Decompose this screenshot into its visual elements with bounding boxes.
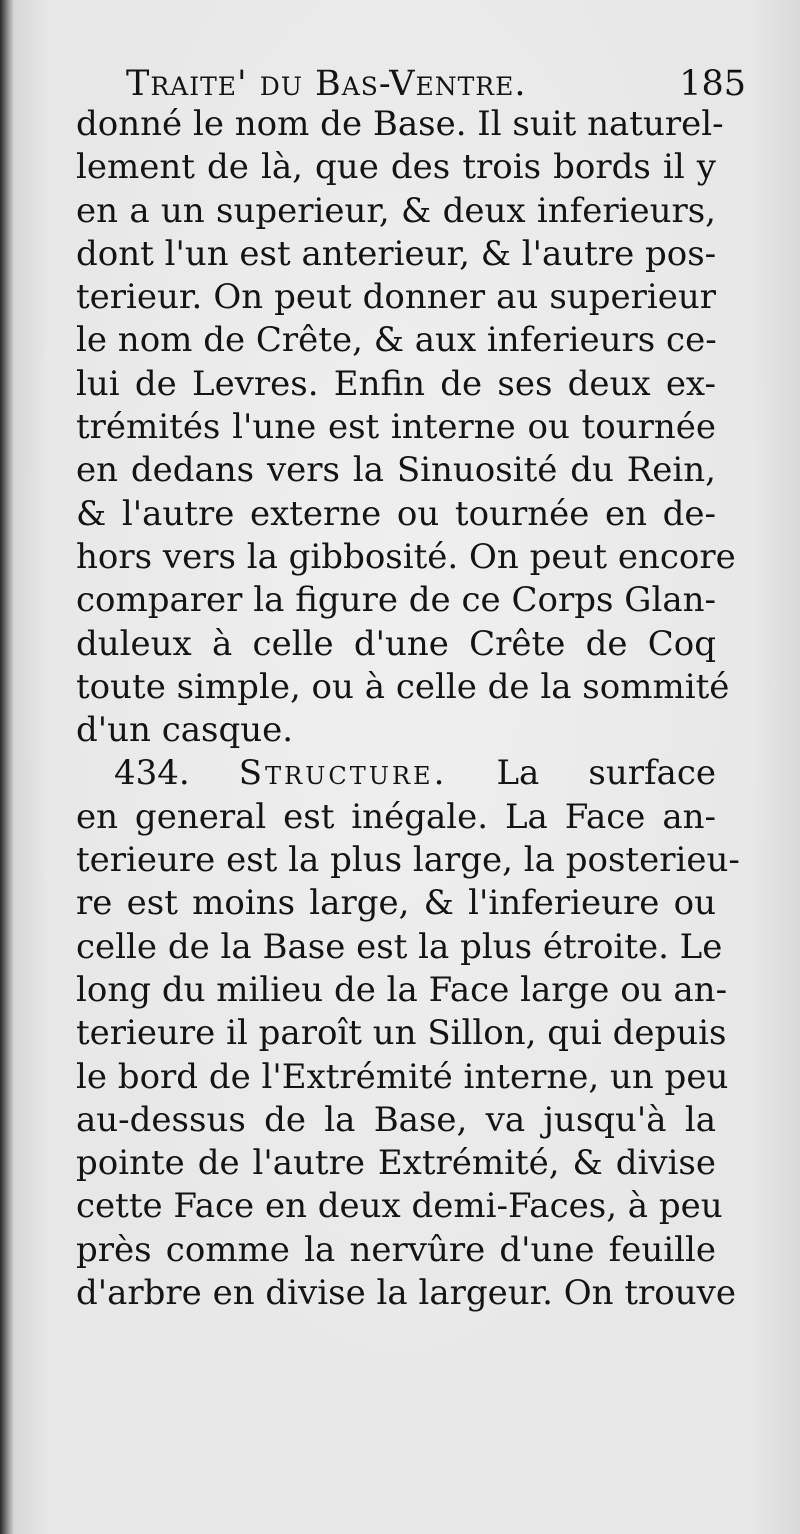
text-line: trémités l'une est interne ou tournée xyxy=(76,407,716,448)
section-heading: Structure. xyxy=(238,753,448,794)
text-line: d'arbre en divise la largeur. On trouve xyxy=(76,1273,736,1314)
text-line: au-dessus de la Base, va jusqu'à la xyxy=(76,1099,716,1140)
text-line: terieur. On peut donner au superieur xyxy=(76,277,716,318)
text-line: hors vers la gibbosité. On peut encore xyxy=(76,536,736,577)
text-line: d'un casque. xyxy=(76,710,294,751)
text-line: le bord de l'Extrémité interne, un peu xyxy=(76,1056,729,1097)
text-line: cette Face en deux demi-Faces, à peu xyxy=(76,1186,723,1227)
text-line: en a un superieur, & deux inferieurs, xyxy=(76,190,716,231)
text-line: terieure est la plus large, la posterieu- xyxy=(76,840,740,881)
body-text xyxy=(76,103,740,1315)
text-line: celle de la Base est la plus étroite. Le xyxy=(76,926,723,967)
text-line: lement de là, que des trois bords il y xyxy=(76,147,716,188)
text-line: donné le nom de Base. Il suit naturel- xyxy=(76,104,724,144)
text-line: lui de Levres. Enfin de ses deux ex- xyxy=(76,363,716,404)
page-number: 185 xyxy=(679,64,746,104)
page-header xyxy=(126,62,746,106)
text-line: terieure il paroît un Sillon, qui depuis xyxy=(76,1013,727,1054)
text-line: long du milieu de la Face large ou an- xyxy=(76,969,728,1010)
text-line: en general est inégale. La Face an- xyxy=(76,796,716,837)
section-first-line-text: La surface xyxy=(496,753,716,794)
text-line: en dedans vers la Sinuosité du Rein, xyxy=(76,450,716,491)
text-line: dont l'un est anterieur, & l'autre pos- xyxy=(76,233,717,274)
text-line: duleux à celle d'une Crête de Coq xyxy=(76,623,716,664)
text-line: le nom de Crête, & aux inferieurs ce- xyxy=(76,320,717,361)
section-heading-line xyxy=(76,752,716,795)
text-line: près comme la nervûre d'une feuille xyxy=(76,1229,716,1270)
running-title: Traite' du Bas-Ventre. xyxy=(126,64,527,104)
section-number: 434. xyxy=(114,753,190,794)
text-line: & l'autre externe ou tournée en de- xyxy=(76,493,716,534)
binding-shadow xyxy=(0,0,14,1534)
text-line: comparer la figure de ce Corps Glan- xyxy=(76,580,716,621)
text-line: pointe de l'autre Extrémité, & divise xyxy=(76,1143,716,1184)
text-line: toute simple, ou à celle de la sommité xyxy=(76,666,730,707)
text-line: re est moins large, & l'inferieure ou xyxy=(76,883,716,924)
